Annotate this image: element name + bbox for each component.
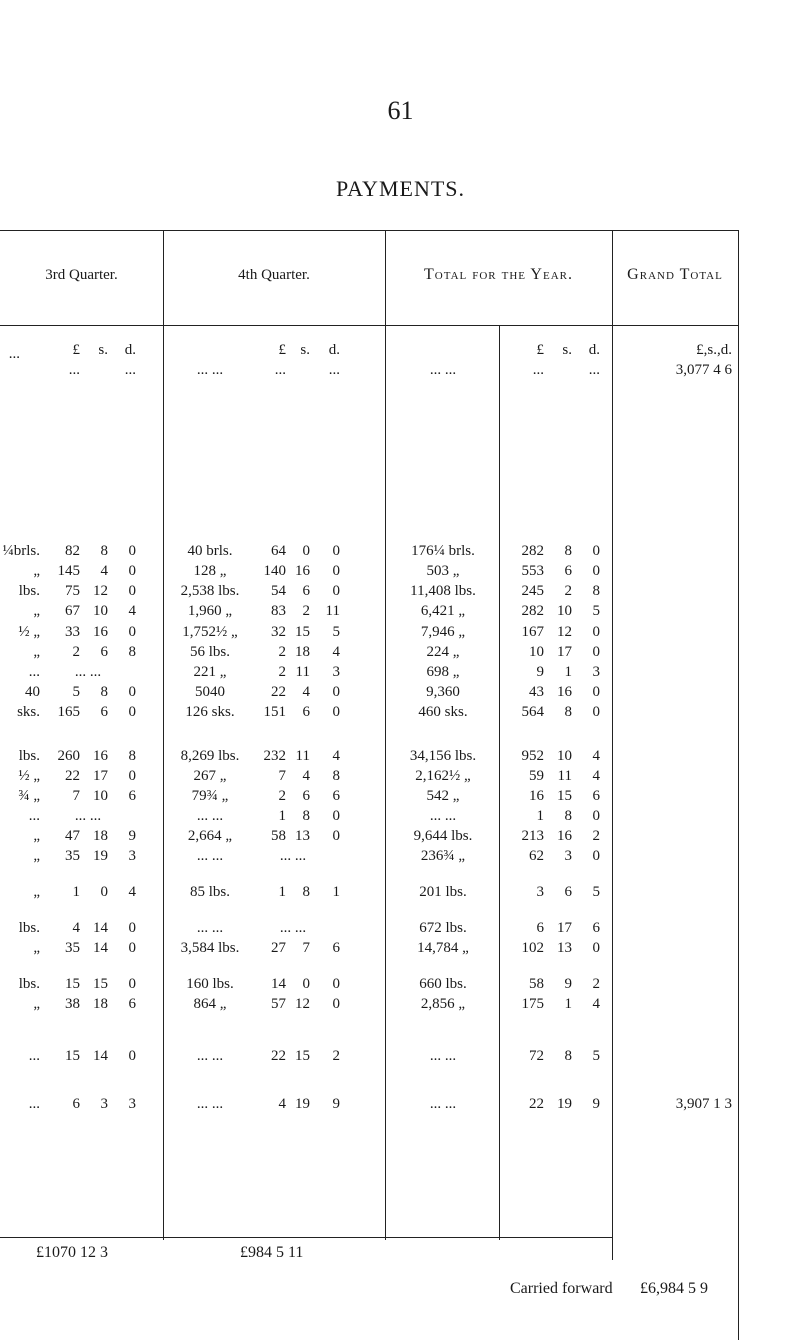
header-bottom-rule: [0, 325, 738, 326]
year-shillings: 16: [557, 684, 572, 700]
row-unit-fragment: „: [33, 996, 40, 1012]
year-shillings: 8: [564, 808, 572, 824]
q3-pounds: 15: [65, 1048, 80, 1064]
q3-pound-unit: £: [72, 342, 80, 358]
year-pounds: 59: [529, 768, 544, 784]
year-pence: 0: [592, 808, 600, 824]
year-shillings: 10: [557, 748, 572, 764]
q3-pounds: 82: [65, 543, 80, 559]
year-pence: 4: [592, 996, 600, 1012]
q3-shillings: 8: [100, 684, 108, 700]
q4-shillings: 4: [302, 684, 310, 700]
row-unit-fragment: „: [33, 940, 40, 956]
q3-shillings: 14: [93, 920, 108, 936]
q4-quantity: 864 „: [193, 996, 227, 1012]
q3-pounds: 35: [65, 940, 80, 956]
q4-first-qty: ... ...: [196, 362, 224, 378]
q4-pounds: 64: [271, 543, 286, 559]
year-first-pounds: ...: [532, 362, 544, 378]
table-bottom-rule: [0, 1237, 612, 1238]
year-pence: 4: [592, 768, 600, 784]
q3-shillings: 19: [93, 848, 108, 864]
q4-shillings: 11: [295, 664, 310, 680]
q4-pence: 11: [325, 603, 340, 619]
q4-pounds: 32: [271, 624, 286, 640]
year-shillings: 10: [557, 603, 572, 619]
q4-shillings: 15: [295, 624, 310, 640]
year-pounds: 553: [521, 563, 544, 579]
year-pence: 6: [592, 920, 600, 936]
year-pence: 0: [592, 543, 600, 559]
q4-pounds: 22: [271, 684, 286, 700]
header-year: Total for the Year.: [424, 266, 573, 283]
year-pounds: 6: [536, 920, 544, 936]
q4-pence: 4: [332, 644, 340, 660]
year-shillings: 16: [557, 828, 572, 844]
year-shillings: 1: [564, 664, 572, 680]
q3-shillings: 3: [100, 1096, 108, 1112]
row-unit-fragment: ¼brls.: [2, 543, 40, 559]
q4-quantity: ... ...: [196, 1048, 224, 1064]
q4-quantity: ... ...: [196, 808, 224, 824]
q3-pence: 6: [128, 788, 136, 804]
row-unit-fragment: sks.: [17, 704, 40, 720]
q4-quantity: 128 „: [193, 563, 227, 579]
q4-shillings: 6: [302, 704, 310, 720]
q4-pounds: 58: [271, 828, 286, 844]
year-quantity: ... ...: [429, 1096, 457, 1112]
q3-pence: 0: [128, 543, 136, 559]
row-unit-fragment: lbs.: [18, 748, 40, 764]
q4-pounds: 22: [271, 1048, 286, 1064]
year-quantity: 11,408 lbs.: [410, 583, 476, 599]
q4-pounds: 4: [278, 1096, 286, 1112]
divider-q3-q4: [163, 230, 164, 1240]
year-quantity: 9,360: [426, 684, 460, 700]
q4-quantity: ... ...: [196, 920, 224, 936]
q4-shillings: 2: [302, 603, 310, 619]
q4-quantity: 221 „: [193, 664, 227, 680]
q3-pence: 0: [128, 768, 136, 784]
year-pence: 0: [592, 940, 600, 956]
q4-pounds: 1: [278, 884, 286, 900]
q4-pence: 1: [332, 884, 340, 900]
q4-dots: ... ...: [279, 920, 307, 936]
q4-first-sd: ...: [328, 362, 340, 378]
year-quantity: ... ...: [429, 808, 457, 824]
q4-quantity: 126 sks.: [185, 704, 235, 720]
year-quantity: 9,644 lbs.: [413, 828, 473, 844]
q4-pence: 0: [332, 704, 340, 720]
year-pence: 9: [592, 1096, 600, 1112]
year-pence: 8: [592, 583, 600, 599]
year-shillings: 11: [557, 768, 572, 784]
grand-total-value: 3,907 1 3: [675, 1096, 732, 1112]
year-quantity: 7,946 „: [420, 624, 466, 640]
year-shillings: 17: [557, 920, 572, 936]
year-pounds: 10: [529, 644, 544, 660]
q3-pounds: 7: [72, 788, 80, 804]
year-quantity: ... ...: [429, 1048, 457, 1064]
row-unit-fragment: ½ „: [18, 624, 40, 640]
q4-pence: 3: [332, 664, 340, 680]
q3-pounds: 22: [65, 768, 80, 784]
year-shilling-unit: s.: [562, 342, 572, 358]
q4-pence: 0: [332, 976, 340, 992]
year-pence: 0: [592, 848, 600, 864]
header-q3: 3rd Quarter.: [45, 267, 118, 283]
q4-pence: 0: [332, 808, 340, 824]
year-shillings: 17: [557, 644, 572, 660]
q4-pence: 0: [332, 563, 340, 579]
q3-shillings: 16: [93, 624, 108, 640]
q3-pounds: 1: [72, 884, 80, 900]
q3-pence: 0: [128, 1048, 136, 1064]
q4-quantity: ... ...: [196, 1096, 224, 1112]
q4-quantity: 160 lbs.: [186, 976, 234, 992]
q4-shillings: 7: [302, 940, 310, 956]
year-quantity: 176¼ brls.: [411, 543, 475, 559]
year-pounds: 167: [521, 624, 544, 640]
year-pence: 0: [592, 563, 600, 579]
q3-pounds: 38: [65, 996, 80, 1012]
q4-quantity: 2,538 lbs.: [180, 583, 240, 599]
q4-pound-unit: £: [278, 342, 286, 358]
q3-first-pounds: ...: [68, 362, 80, 378]
year-first-qty: ... ...: [429, 362, 457, 378]
year-pounds: 9: [536, 664, 544, 680]
year-shillings: 12: [557, 624, 572, 640]
q3-pence: 0: [128, 583, 136, 599]
page-number: 61: [387, 96, 414, 125]
q4-quantity: 40 brls.: [187, 543, 233, 559]
q4-shillings: 8: [302, 808, 310, 824]
q4-shillings: 16: [295, 563, 310, 579]
q3-pounds: 35: [65, 848, 80, 864]
year-pence: 5: [592, 1048, 600, 1064]
q3-shillings: 14: [93, 1048, 108, 1064]
q3-pence: 0: [128, 920, 136, 936]
q4-shillings: 6: [302, 788, 310, 804]
year-pence: 6: [592, 788, 600, 804]
q4-pounds: 14: [271, 976, 286, 992]
year-pounds: 58: [529, 976, 544, 992]
q4-quantity: 79¾ „: [191, 788, 229, 804]
q3-pence: 0: [128, 684, 136, 700]
q4-pence: 4: [332, 748, 340, 764]
row-unit-fragment: 40: [25, 684, 40, 700]
q3-shillings: 16: [93, 748, 108, 764]
q4-quantity: 1,960 „: [187, 603, 233, 619]
q4-shillings: 8: [302, 884, 310, 900]
q4-pence: 0: [332, 684, 340, 700]
carried-forward-amount: £6,984 5 9: [640, 1280, 708, 1297]
year-quantity: 542 „: [426, 788, 460, 804]
q4-quantity: 85 lbs.: [189, 884, 230, 900]
q4-pence: 9: [332, 1096, 340, 1112]
q4-quantity: 267 „: [193, 768, 227, 784]
q3-pence: 0: [128, 624, 136, 640]
q3-pounds: 33: [65, 624, 80, 640]
q3-pence: 3: [128, 848, 136, 864]
q4-shillings: 18: [295, 644, 310, 660]
year-pence: 2: [592, 976, 600, 992]
q4-quantity: 8,269 lbs.: [180, 748, 240, 764]
q3-pounds: 4: [72, 920, 80, 936]
q3-pounds: 260: [57, 748, 80, 764]
q4-first-pounds: ...: [274, 362, 286, 378]
year-shillings: 8: [564, 1048, 572, 1064]
q4-shillings: 0: [302, 543, 310, 559]
q4-pence: 0: [332, 583, 340, 599]
q3-shillings: 14: [93, 940, 108, 956]
row-unit-fragment: „: [33, 644, 40, 660]
year-quantity: 236¾ „: [420, 848, 466, 864]
q3-pence: 0: [128, 563, 136, 579]
q4-quantity: 3,584 lbs.: [180, 940, 240, 956]
q4-pounds: 7: [278, 768, 286, 784]
q4-quantity: 56 lbs.: [189, 644, 230, 660]
q3-shilling-unit: s.: [98, 342, 108, 358]
q4-pounds: 57: [271, 996, 286, 1012]
year-quantity: 660 lbs.: [419, 976, 467, 992]
header-grand-total: Grand Total: [627, 266, 723, 283]
row-unit-fragment: „: [33, 848, 40, 864]
q4-pounds: 151: [263, 704, 286, 720]
q3-pence: 0: [128, 704, 136, 720]
q4-quantity: 5040: [195, 684, 225, 700]
q4-dots: ... ...: [279, 848, 307, 864]
q3-first-sd: ...: [124, 362, 136, 378]
q3-pence: 6: [128, 996, 136, 1012]
year-quantity: 201 lbs.: [419, 884, 467, 900]
table-right-edge: [738, 230, 739, 1340]
year-shillings: 1: [564, 996, 572, 1012]
row-unit-fragment: ...: [28, 1096, 40, 1112]
year-quantity: 698 „: [426, 664, 460, 680]
q3-shillings: 10: [93, 788, 108, 804]
q3-shillings: 15: [93, 976, 108, 992]
year-shillings: 13: [557, 940, 572, 956]
row-unit-fragment: „: [33, 828, 40, 844]
q4-pence-unit: d.: [328, 342, 340, 358]
q4-pounds: 83: [271, 603, 286, 619]
divider-q4-year: [385, 230, 386, 1240]
q4-pence: 6: [332, 940, 340, 956]
year-quantity: 14,784 „: [417, 940, 469, 956]
row-unit-fragment: ¾ „: [18, 788, 40, 804]
q3-total: £1070 12 3: [36, 1244, 108, 1261]
q4-pence: 0: [332, 996, 340, 1012]
year-quantity: 672 lbs.: [419, 920, 467, 936]
q3-pounds: 2: [72, 644, 80, 660]
year-pence: 0: [592, 644, 600, 660]
q4-shillings: 11: [295, 748, 310, 764]
year-pence: 5: [592, 884, 600, 900]
year-quantity: 503 „: [426, 563, 460, 579]
q4-shillings: 19: [295, 1096, 310, 1112]
q4-pence: 6: [332, 788, 340, 804]
q3-shillings: 6: [100, 644, 108, 660]
grand-units: £,s.,d.: [696, 342, 732, 358]
year-shillings: 9: [564, 976, 572, 992]
year-pounds: 245: [521, 583, 544, 599]
year-shillings: 2: [564, 583, 572, 599]
year-quantity: 2,162½ „: [415, 768, 471, 784]
grand-total-first: 3,077 4 6: [675, 362, 732, 378]
q3-pence: 8: [128, 644, 136, 660]
row-unit-fragment: lbs.: [18, 920, 40, 936]
year-pence: 5: [592, 603, 600, 619]
q3-shillings: 10: [93, 603, 108, 619]
q4-pounds: 1: [278, 808, 286, 824]
q4-pence: 0: [332, 543, 340, 559]
year-pence: 0: [592, 624, 600, 640]
q4-shillings: 13: [295, 828, 310, 844]
year-pounds: 102: [521, 940, 544, 956]
q3-shillings: 12: [93, 583, 108, 599]
lead-dots: ...: [8, 346, 20, 362]
q3-pence: 3: [128, 1096, 136, 1112]
q4-quantity: 1,752½ „: [182, 624, 238, 640]
q3-pence: 4: [128, 603, 136, 619]
q3-shillings: 17: [93, 768, 108, 784]
year-shillings: 19: [557, 1096, 572, 1112]
year-pounds: 3: [536, 884, 544, 900]
year-quantity: 6,421 „: [420, 603, 466, 619]
q3-pence: 0: [128, 976, 136, 992]
q4-shillings: 15: [295, 1048, 310, 1064]
year-shillings: 8: [564, 704, 572, 720]
year-shillings: 6: [564, 563, 572, 579]
row-unit-fragment: ½ „: [18, 768, 40, 784]
q3-pounds: 165: [57, 704, 80, 720]
year-quantity: 34,156 lbs.: [409, 748, 477, 764]
row-unit-fragment: „: [33, 563, 40, 579]
year-pence-unit: d.: [588, 342, 600, 358]
page-title: PAYMENTS.: [335, 176, 466, 201]
year-pence: 0: [592, 684, 600, 700]
q3-pounds: 6: [72, 1096, 80, 1112]
q4-pence: 8: [332, 768, 340, 784]
year-pounds: 282: [521, 603, 544, 619]
year-pounds: 282: [521, 543, 544, 559]
row-unit-fragment: lbs.: [18, 976, 40, 992]
q3-dots: ... ...: [74, 664, 102, 680]
row-unit-fragment: lbs.: [18, 583, 40, 599]
q4-pence: 5: [332, 624, 340, 640]
q3-pounds: 145: [57, 563, 80, 579]
q4-pounds: 2: [278, 664, 286, 680]
row-unit-fragment: ...: [28, 808, 40, 824]
year-shillings: 3: [564, 848, 572, 864]
q3-pence: 0: [128, 940, 136, 956]
row-unit-fragment: „: [33, 884, 40, 900]
table-top-rule: [0, 230, 738, 231]
q4-pounds: 27: [271, 940, 286, 956]
q4-pence: 0: [332, 828, 340, 844]
q4-total: £984 5 11: [240, 1244, 304, 1261]
year-pence: 2: [592, 828, 600, 844]
q4-pounds: 232: [263, 748, 286, 764]
year-pounds: 22: [529, 1096, 544, 1112]
q4-pounds: 2: [278, 788, 286, 804]
year-shillings: 8: [564, 543, 572, 559]
year-first-sd: ...: [588, 362, 600, 378]
year-pounds: 16: [529, 788, 544, 804]
q4-pounds: 2: [278, 644, 286, 660]
q3-pounds: 15: [65, 976, 80, 992]
year-pounds: 952: [521, 748, 544, 764]
q3-shillings: 18: [93, 996, 108, 1012]
year-pounds: 1: [536, 808, 544, 824]
q3-pence: 9: [128, 828, 136, 844]
q3-shillings: 4: [100, 563, 108, 579]
q4-quantity: 2,664 „: [187, 828, 233, 844]
q4-pounds: 140: [263, 563, 286, 579]
year-pounds: 72: [529, 1048, 544, 1064]
q3-shillings: 6: [100, 704, 108, 720]
year-pounds: 564: [521, 704, 544, 720]
q4-pounds: 54: [271, 583, 286, 599]
q3-shillings: 8: [100, 543, 108, 559]
row-unit-fragment: ...: [28, 664, 40, 680]
q3-shillings: 18: [93, 828, 108, 844]
q4-quantity: ... ...: [196, 848, 224, 864]
year-pence: 3: [592, 664, 600, 680]
q3-pounds: 5: [72, 684, 80, 700]
q3-pounds: 67: [65, 603, 80, 619]
year-quantity: 460 sks.: [418, 704, 468, 720]
q3-dots: ... ...: [74, 808, 102, 824]
year-shillings: 15: [557, 788, 572, 804]
year-pence: 4: [592, 748, 600, 764]
q4-shilling-unit: s.: [300, 342, 310, 358]
row-unit-fragment: ...: [28, 1048, 40, 1064]
q3-pounds: 75: [65, 583, 80, 599]
year-pound-unit: £: [536, 342, 544, 358]
year-pounds: 43: [529, 684, 544, 700]
q3-pounds: 47: [65, 828, 80, 844]
q3-pence: 4: [128, 884, 136, 900]
year-pounds: 62: [529, 848, 544, 864]
q3-pence: 8: [128, 748, 136, 764]
year-pounds: 175: [521, 996, 544, 1012]
q3-shillings: 0: [100, 884, 108, 900]
year-quantity: 224 „: [426, 644, 460, 660]
year-pounds: 213: [521, 828, 544, 844]
q4-shillings: 12: [295, 996, 310, 1012]
q4-shillings: 6: [302, 583, 310, 599]
q3-pence-unit: d.: [124, 342, 136, 358]
carried-forward-label: Carried forward: [510, 1280, 613, 1297]
year-quantity: 2,856 „: [420, 996, 466, 1012]
header-q4: 4th Quarter.: [238, 267, 310, 283]
q4-shillings: 0: [302, 976, 310, 992]
q4-pence: 2: [332, 1048, 340, 1064]
row-unit-fragment: „: [33, 603, 40, 619]
q4-shillings: 4: [302, 768, 310, 784]
year-shillings: 6: [564, 884, 572, 900]
year-pence: 0: [592, 704, 600, 720]
